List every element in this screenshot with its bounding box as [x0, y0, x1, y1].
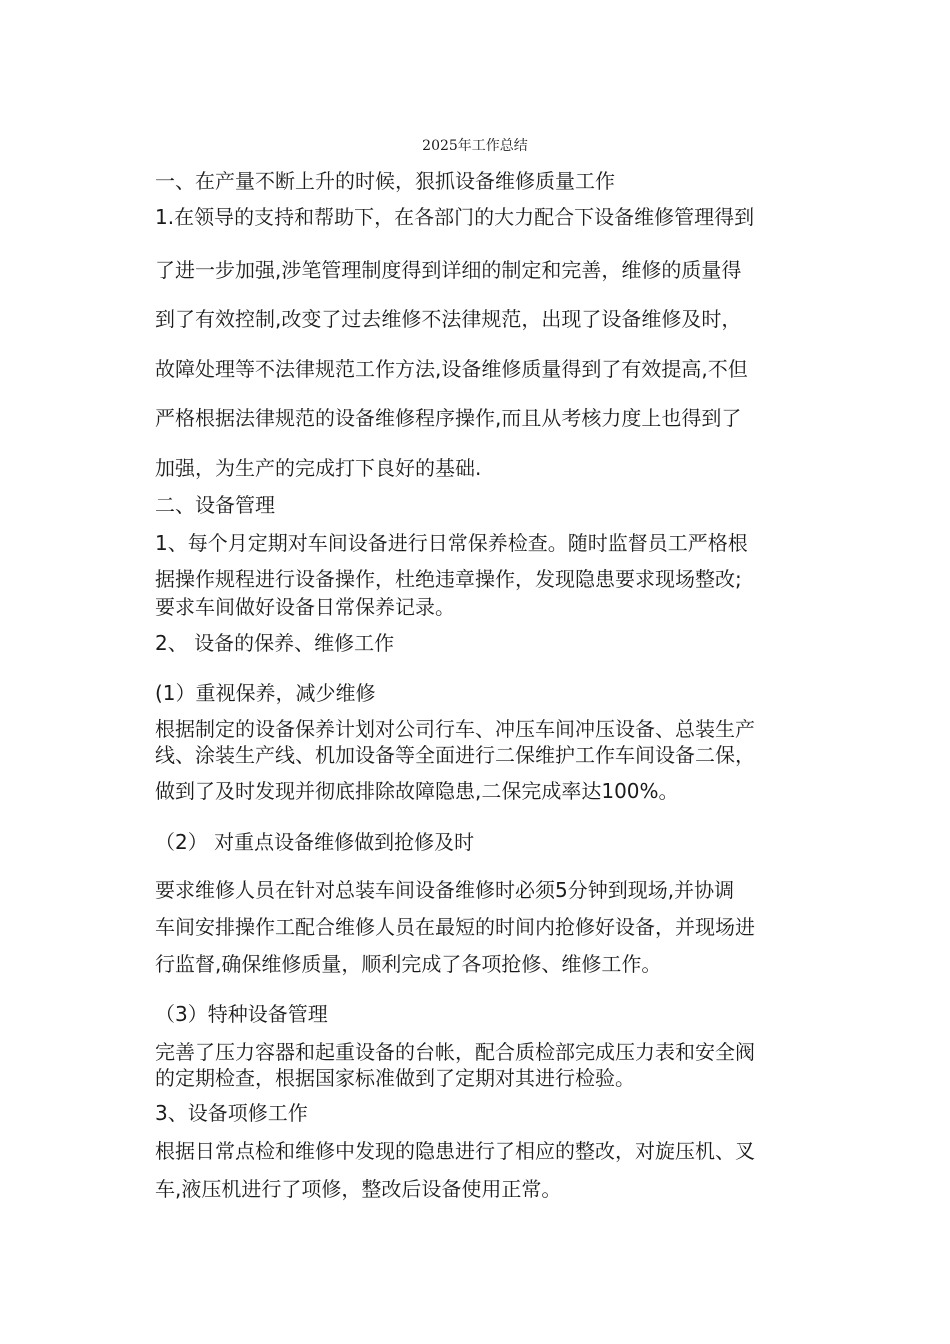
- subsection-heading: 2、 设备的保养、维修工作: [155, 631, 395, 655]
- paragraph-line: 完善了压力容器和起重设备的台帐，配合质检部完成压力表和安全阀: [155, 1040, 755, 1064]
- subsection-heading: （2） 对重点设备维修做到抢修及时: [155, 830, 475, 854]
- paragraph-line: 行监督,确保维修质量，顺利完成了各项抢修、维修工作。: [155, 952, 662, 976]
- paragraph-line: 加强，为生产的完成打下良好的基础.: [155, 456, 482, 480]
- paragraph-line: 1.在领导的支持和帮助下，在各部门的大力配合下设备维修管理得到: [155, 205, 755, 229]
- subsection-heading: 3、设备项修工作: [155, 1101, 308, 1125]
- subsection-heading: (1）重视保养，减少维修: [155, 681, 376, 705]
- paragraph-line: 要求维修人员在针对总装车间设备维修时必须5分钟到现场,并协调: [155, 878, 735, 902]
- paragraph-line: 车,液压机进行了项修，整改后设备使用正常。: [155, 1177, 562, 1201]
- paragraph-line: 根据日常点检和维修中发现的隐患进行了相应的整改，对旋压机、叉: [155, 1139, 755, 1163]
- paragraph-line: 根据制定的设备保养计划对公司行车、冲压车间冲压设备、总装生产: [155, 717, 755, 741]
- paragraph-line: 要求车间做好设备日常保养记录。: [155, 595, 455, 619]
- subsection-heading: （3）特种设备管理: [155, 1002, 328, 1026]
- section-heading-2: 二、设备管理: [155, 493, 275, 517]
- paragraph-line: 的定期检查，根据国家标准做到了定期对其进行检验。: [155, 1066, 635, 1090]
- paragraph-line: 严格根据法律规范的设备维修程序操作,而且从考核力度上也得到了: [155, 406, 742, 430]
- document-title: 2025年工作总结: [422, 138, 528, 154]
- paragraph-line: 做到了及时发现并彻底排除故障隐患,二保完成率达100%。: [155, 779, 679, 803]
- paragraph-line: 到了有效控制,改变了过去维修不法律规范，出现了设备维修及时，: [155, 307, 742, 331]
- paragraph-line: 了进一步加强,涉笔管理制度得到详细的制定和完善，维修的质量得: [155, 258, 742, 282]
- section-heading-1: 一、在产量不断上升的时候，狠抓设备维修质量工作: [155, 169, 615, 193]
- paragraph-line: 1、每个月定期对车间设备进行日常保养检查。随时监督员工严格根: [155, 531, 748, 555]
- paragraph-line: 车间安排操作工配合维修人员在最短的时间内抢修好设备，并现场进: [155, 915, 755, 939]
- paragraph-line: 故障处理等不法律规范工作方法,设备维修质量得到了有效提高,不但: [155, 357, 748, 381]
- paragraph-line: 线、涂装生产线、机加设备等全面进行二保维护工作车间设备二保，: [155, 743, 755, 767]
- paragraph-line: 据操作规程进行设备操作，杜绝违章操作，发现隐患要求现场整改;: [155, 567, 742, 591]
